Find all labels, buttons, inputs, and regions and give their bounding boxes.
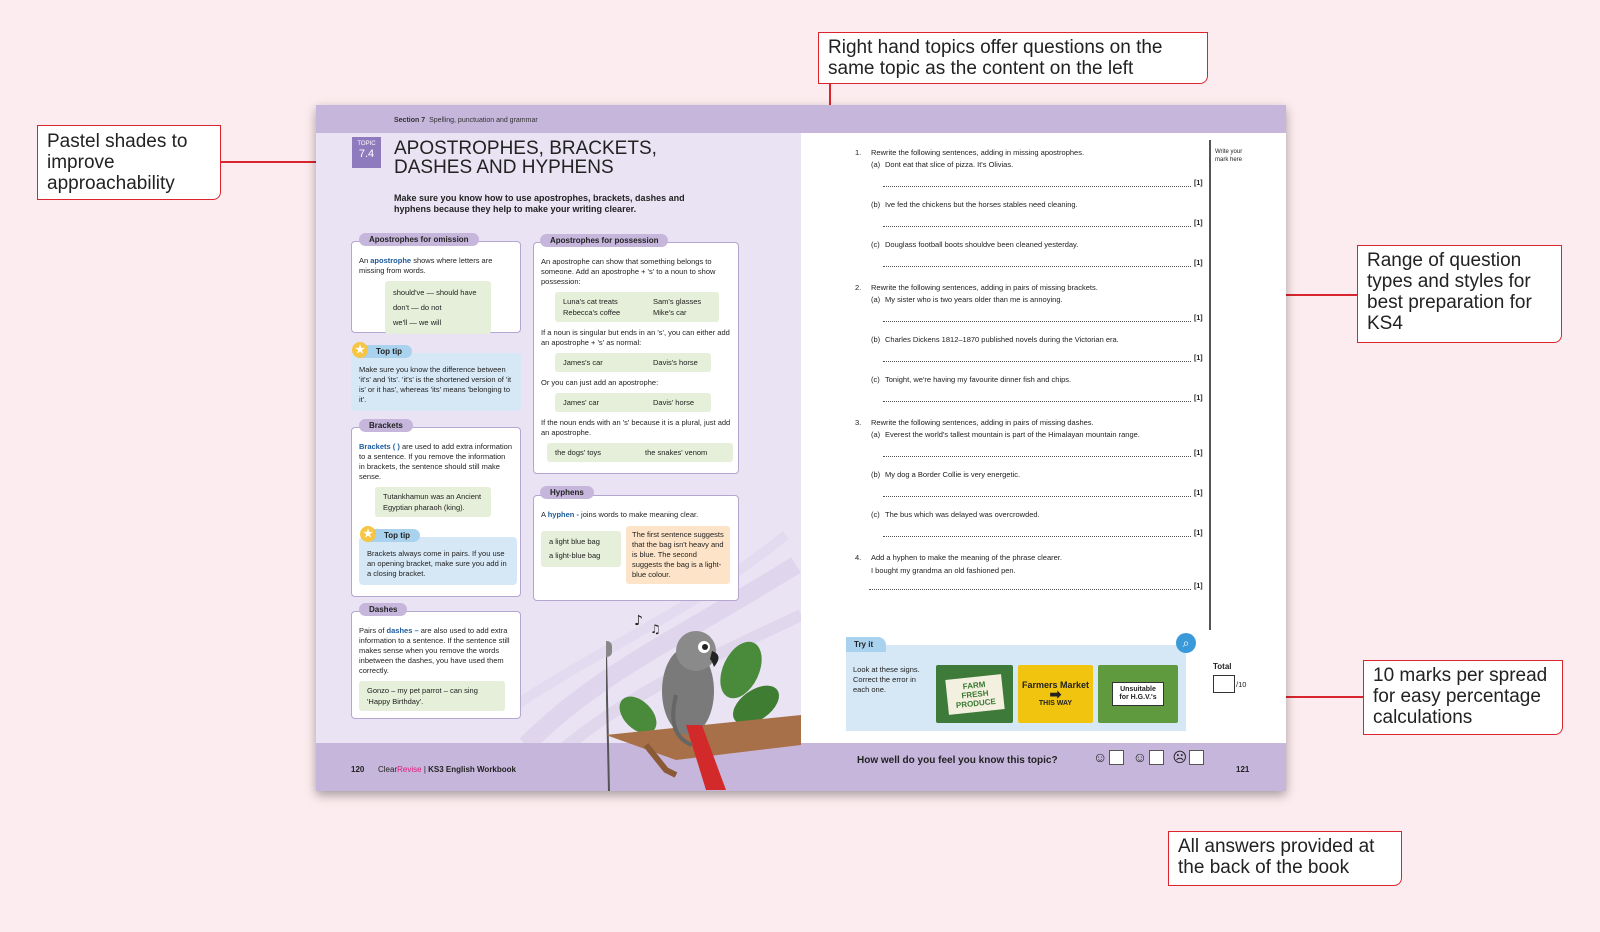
tip-box-1: Make sure you know the difference between 'it's' and 'its'. 'it's' is the shortened version of 'it is' or it has', whereas 'its' means 'belonging to it'. bbox=[351, 353, 521, 411]
mark-label: [1] bbox=[1194, 450, 1203, 457]
possession-grid-2: James's car Davis's horse bbox=[555, 353, 711, 372]
callout-right-topics: Right hand topics offer questions on the same topic as the content on the left bbox=[818, 32, 1208, 84]
q2a-text: My sister who is two years older than me is annoying. bbox=[885, 295, 1063, 304]
callout-pastel: Pastel shades to improve approachability bbox=[37, 125, 221, 200]
star-icon: ★ bbox=[352, 342, 368, 358]
brand-line: ClearRevise | KS3 English Workbook bbox=[378, 765, 516, 774]
rating-checkbox[interactable] bbox=[1149, 750, 1164, 765]
search-icon: ⌕ bbox=[1176, 633, 1196, 653]
q3c-label: (c) bbox=[871, 510, 880, 519]
answer-line[interactable] bbox=[883, 361, 1191, 362]
possession-box bbox=[533, 242, 739, 474]
mark-label: [1] bbox=[1194, 315, 1203, 322]
brackets-text: Brackets ( ) are used to add extra information to a sentence. If you remove the information in brackets, the sentence should still make sense. bbox=[359, 442, 513, 481]
q3a-text: Everest the world's tallest mountain is part of the Himalayan mountain range. bbox=[885, 430, 1140, 439]
farmers-market-sign: Farmers Market ➡ THIS WAY bbox=[1018, 665, 1093, 723]
mark-label: [1] bbox=[1194, 260, 1203, 267]
q1b-label: (b) bbox=[871, 200, 881, 209]
question-2-number: 2. bbox=[855, 283, 862, 292]
question-3-number: 3. bbox=[855, 418, 862, 427]
happy-face-icon: ☺ bbox=[1093, 749, 1108, 765]
page-intro: Make sure you know how to use apostrophes, brackets, dashes and hyphens because they help to make your writing clearer. bbox=[394, 193, 685, 214]
sad-face-icon: ☹ bbox=[1172, 749, 1188, 765]
left-header-bar bbox=[316, 105, 801, 133]
mark-label: [1] bbox=[1194, 583, 1203, 590]
q1b-text: Ive fed the chickens but the horses stables need cleaning. bbox=[885, 200, 1078, 209]
tip-heading-1: ★ Top tip bbox=[354, 345, 412, 358]
dashes-box bbox=[351, 611, 521, 719]
answer-line[interactable] bbox=[883, 266, 1191, 267]
possession-grid-3: James' car Davis' horse bbox=[555, 393, 711, 412]
callout-pastel-line bbox=[221, 161, 324, 163]
question-4-stem: Add a hyphen to make the meaning of the phrase clearer. bbox=[871, 553, 1062, 562]
right-page bbox=[801, 105, 1286, 791]
try-it-text: Look at these signs. Correct the error in each one. bbox=[853, 665, 920, 694]
q3b-text: My dog a Border Collie is very energetic. bbox=[885, 470, 1021, 479]
answer-line[interactable] bbox=[883, 321, 1191, 322]
svg-text:♫: ♫ bbox=[650, 622, 661, 636]
answer-line[interactable] bbox=[883, 186, 1191, 187]
brackets-example: Tutankhamun was an Ancient Egyptian pharaoh (king). bbox=[375, 487, 491, 517]
topic-badge: TOPIC 7.4 bbox=[352, 137, 381, 168]
farm-fresh-sign: FARM FRESH PRODUCE bbox=[936, 665, 1013, 723]
right-page-number: 121 bbox=[1236, 765, 1250, 774]
page-title: APOSTROPHES, BRACKETS, DASHES AND HYPHENS bbox=[394, 138, 657, 178]
q3c-text: The bus which was delayed was overcrowded. bbox=[885, 510, 1040, 519]
total-score-box[interactable] bbox=[1213, 675, 1235, 693]
possession-grid-4: the dogs' toys the snakes' venom bbox=[547, 443, 733, 462]
q2c-text: Tonight, we're having my favourite dinner fish and chips. bbox=[885, 375, 1072, 384]
mark-label: [1] bbox=[1194, 180, 1203, 187]
margin-note: Write your mark here bbox=[1215, 149, 1243, 163]
neutral-face-icon: ☺ bbox=[1132, 749, 1148, 765]
omission-text: An apostrophe shows where letters are missing from words. bbox=[359, 256, 493, 275]
left-page bbox=[316, 105, 801, 791]
hyphens-heading: Hyphens bbox=[540, 486, 594, 499]
brackets-heading: Brackets bbox=[359, 419, 413, 432]
possession-text-2: If a noun is singular but ends in an 's', you can either add an apostrophe + 's' as normal: bbox=[541, 328, 730, 347]
dashes-heading: Dashes bbox=[359, 603, 407, 616]
possession-text-3: Or you can just add an apostrophe: bbox=[541, 378, 659, 387]
mark-label: [1] bbox=[1194, 395, 1203, 402]
hyphens-note: The first sentence suggests that the bag isn't heavy and is blue. The second suggests the bag is a light-blue colour. bbox=[626, 526, 730, 584]
rating-checkbox[interactable] bbox=[1189, 750, 1204, 765]
left-page-number: 120 bbox=[351, 765, 365, 774]
mark-label: [1] bbox=[1194, 220, 1203, 227]
arrow-right-icon: ➡ bbox=[1049, 685, 1062, 702]
answer-line[interactable] bbox=[883, 401, 1191, 402]
omission-heading: Apostrophes for omission bbox=[359, 233, 479, 246]
callout-answers: All answers provided at the back of the book bbox=[1168, 831, 1402, 886]
book-spread bbox=[316, 105, 1286, 791]
right-header-bar bbox=[801, 105, 1286, 133]
possession-grid-1: Luna's cat treats Sam's glasses Rebecca's coffee Mike's car bbox=[555, 292, 719, 322]
q2b-label: (b) bbox=[871, 335, 881, 344]
omission-examples: should've — should have don't — do not we'll — we will bbox=[385, 281, 491, 334]
microphone-stand bbox=[606, 653, 609, 791]
answer-line[interactable] bbox=[883, 536, 1191, 537]
possession-text-4: If the noun ends with an 's' because it is a plural, just add an apostrophe. bbox=[541, 418, 731, 437]
mark-label: [1] bbox=[1194, 355, 1203, 362]
hgv-sign: Unsuitable for H.G.V.'s bbox=[1098, 665, 1178, 723]
confidence-rating bbox=[1089, 749, 1204, 767]
dashes-text: Pairs of dashes – are also used to add extra information to a sentence. If the sentence still makes sense when you remove the words inbetween the dashes, you have used them correctly. bbox=[359, 626, 510, 675]
star-icon: ★ bbox=[360, 526, 376, 542]
hyphens-text: A hyphen - joins words to make meaning clear. bbox=[541, 510, 699, 519]
question-3-stem: Rewrite the following sentences, adding in pairs of missing dashes. bbox=[871, 418, 1094, 427]
question-2-stem: Rewrite the following sentences, adding in pairs of missing brackets. bbox=[871, 283, 1098, 292]
dashes-example: Gonzo – my pet parrot – can sing 'Happy Birthday'. bbox=[359, 681, 505, 711]
q3b-label: (b) bbox=[871, 470, 881, 479]
answer-line[interactable] bbox=[883, 226, 1191, 227]
q1c-label: (c) bbox=[871, 240, 880, 249]
q3a-label: (a) bbox=[871, 430, 881, 439]
svg-text:♪: ♪ bbox=[634, 613, 643, 629]
q1a-text: Dont eat that slice of pizza. It's Olivias. bbox=[885, 160, 1014, 169]
tip-heading-2: ★ Top tip bbox=[362, 529, 420, 542]
answer-line[interactable] bbox=[883, 456, 1191, 457]
question-1-stem: Rewrite the following sentences, adding in missing apostrophes. bbox=[871, 148, 1085, 157]
question-1-number: 1. bbox=[855, 148, 862, 157]
total-out-of: /10 bbox=[1236, 680, 1247, 689]
mark-label: [1] bbox=[1194, 490, 1203, 497]
q2a-label: (a) bbox=[871, 295, 881, 304]
microphone-icon bbox=[606, 641, 612, 657]
right-footer-bar bbox=[801, 743, 1286, 791]
tip-box-2: Brackets always come in pairs. If you use an opening bracket, make sure you add in a closing bracket. bbox=[359, 537, 517, 585]
parrot-illustration bbox=[606, 595, 801, 791]
total-label: Total bbox=[1213, 662, 1232, 671]
possession-heading: Apostrophes for possession bbox=[540, 234, 668, 247]
q1c-text: Douglass football boots shouldve been cleaned yesterday. bbox=[885, 240, 1079, 249]
hyphens-examples: a light blue bag a light-blue bag bbox=[541, 531, 621, 567]
answer-line[interactable] bbox=[883, 496, 1191, 497]
omission-box bbox=[351, 241, 521, 333]
music-note-icon bbox=[634, 613, 661, 636]
callout-marks: 10 marks per spread for easy percentage calculations bbox=[1363, 660, 1563, 735]
section-label: Section 7 Spelling, punctuation and grammar bbox=[394, 117, 538, 124]
q2b-text: Charles Dickens 1812–1870 published novels during the Victorian era. bbox=[885, 335, 1119, 344]
try-it-heading: Try it bbox=[846, 637, 886, 652]
try-it-box bbox=[846, 636, 1190, 731]
mark-label: [1] bbox=[1194, 530, 1203, 537]
rating-checkbox[interactable] bbox=[1109, 750, 1124, 765]
margin-line bbox=[1209, 140, 1211, 630]
feel-question: How well do you feel you know this topic? bbox=[857, 755, 1058, 766]
q1a-label: (a) bbox=[871, 160, 881, 169]
question-4-number: 4. bbox=[855, 553, 862, 562]
question-4-phrase: I bought my grandma an old fashioned pen. bbox=[871, 566, 1016, 575]
answer-line[interactable] bbox=[869, 589, 1191, 590]
hyphens-box bbox=[533, 495, 739, 601]
callout-range: Range of question types and styles for best preparation for KS4 bbox=[1357, 245, 1562, 343]
q2c-label: (c) bbox=[871, 375, 880, 384]
possession-text-1: An apostrophe can show that something belongs to someone. Add an apostrophe + 's' to a noun to show possession: bbox=[541, 257, 716, 286]
